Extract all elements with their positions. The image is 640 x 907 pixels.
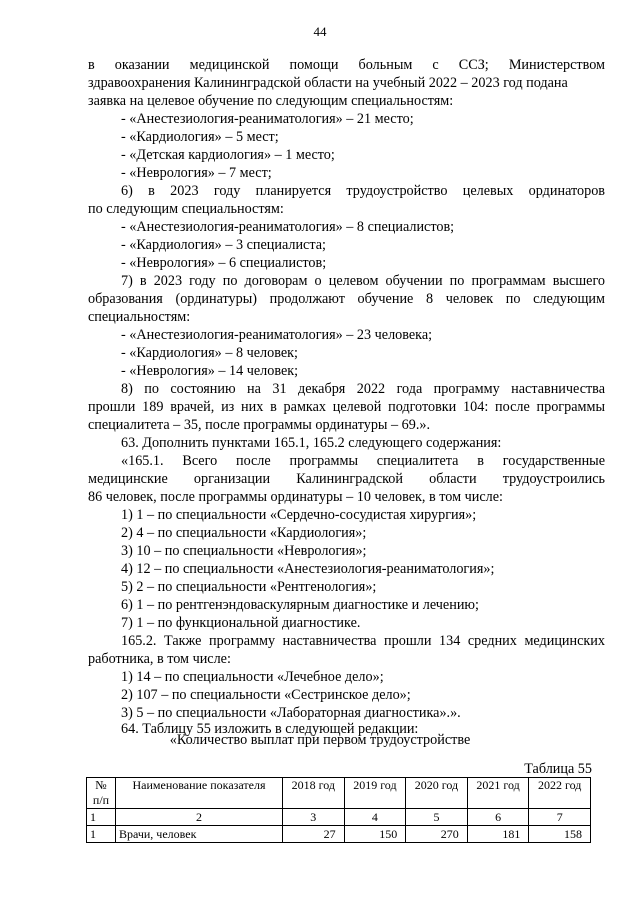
list-item: - «Анестезиология-реаниматология» – 8 специалистов; [121,219,455,235]
list-item: 5) 2 – по специальности «Рентгенология»; [121,579,377,595]
list-item: 7) 1 – по функциональной диагностике. [121,615,361,631]
text-line: специалитета – 35, после программы ординатуры – 69.». [88,417,431,433]
table-cell: 150 [344,826,406,843]
text-line: «165.1. Всего после программы специалитета в государственные [121,453,605,469]
text-line: 64. Таблицу 55 изложить в следующей редакции: [121,721,419,737]
list-item: - «Кардиология» – 5 мест; [121,129,279,145]
table-cell: 5 [406,809,468,826]
table-cell: 1 [87,826,116,843]
column-header-2018: 2018 год [283,778,345,809]
table-label: Таблица 55 [524,761,592,777]
table-cell: 181 [467,826,529,843]
text-line: в оказании медицинской помощи больным с ССЗ; Министерством [88,57,605,73]
text-line: работника, в том числе: [88,651,231,667]
text-line: заявка на целевое обучение по следующим специальностям: [88,93,454,109]
list-item: 1) 14 – по специальности «Лечебное дело»; [121,669,384,685]
table-row [87,826,591,843]
list-item: - «Кардиология» – 8 человек; [121,345,298,361]
text-line: прошли 189 врачей, из них в рамках целевой подготовки 104: после программы [88,399,605,415]
text-line: 8) по состоянию на 31 декабря 2022 года программу наставничества [121,381,605,397]
page-number: 44 [313,24,327,39]
table-cell: 3 [283,809,345,826]
text-line: специальностям: [88,309,191,325]
text-line: 63. Дополнить пунктами 165.1, 165.2 следующего содержания: [121,435,502,451]
table-cell: 2 [116,809,283,826]
table-heading: «Количество выплат при первом трудоустройстве [169,732,471,748]
text-line: 7) в 2023 году по договорам о целевом обучении по программам высшего [121,273,605,289]
column-header-name: Наименование показателя [116,778,283,809]
list-item: 6) 1 – по рентгенэндоваскулярным диагностике и лечению; [121,597,479,613]
list-item: 3) 5 – по специальности «Лабораторная диагностика».». [121,705,461,721]
text-line: здравоохранения Калининградской области на учебный 2022 – 2023 год подана [88,75,568,91]
text-line: 86 человек, после программы ординатуры – 10 человек, в том числе: [88,489,503,505]
data-table [86,777,591,843]
table-cell: Врачи, человек [116,826,283,843]
list-item: - «Неврология» – 14 человек; [121,363,299,379]
text-line: по следующим специальностям: [88,201,284,217]
column-header-2020: 2020 год [406,778,468,809]
list-item: - «Кардиология» – 3 специалиста; [121,237,326,253]
list-item: - «Анестезиология-реаниматология» – 21 место; [121,111,414,127]
text-line: 6) в 2023 году планируется трудоустройство целевых ординаторов [121,183,605,199]
list-item: 4) 12 – по специальности «Анестезиология-реаниматология»; [121,561,495,577]
column-header-2022: 2022 год [529,778,591,809]
column-header-2021: 2021 год [467,778,529,809]
list-item: 3) 10 – по специальности «Неврология»; [121,543,367,559]
list-item: 2) 4 – по специальности «Кардиология»; [121,525,367,541]
table-header-row [87,778,591,809]
list-item: - «Неврология» – 6 специалистов; [121,255,327,271]
table-cell: 6 [467,809,529,826]
list-item: 1) 1 – по специальности «Сердечно-сосудистая хирургия»; [121,507,477,523]
table-cell: 158 [529,826,591,843]
list-item: 2) 107 – по специальности «Сестринское дело»; [121,687,411,703]
column-header-number: № п/п [87,778,116,809]
text-line: образования (ординатуры) продолжают обучение 8 человек по следующим [88,291,605,307]
table-cell: 270 [406,826,468,843]
table-cell: 4 [344,809,406,826]
list-item: - «Анестезиология-реаниматология» – 23 человека; [121,327,433,343]
list-item: - «Детская кардиология» – 1 место; [121,147,335,163]
list-item: - «Неврология» – 7 мест; [121,165,272,181]
column-header-2019: 2019 год [344,778,406,809]
text-line: 165.2. Также программу наставничества прошли 134 средних медицинских [121,633,605,649]
text-line: медицинские организации Калининградской области трудоустроились [88,471,605,487]
table-cell: 7 [529,809,591,826]
table-cell: 1 [87,809,116,826]
table-cell: 27 [283,826,345,843]
table-numbering-row [87,809,591,826]
